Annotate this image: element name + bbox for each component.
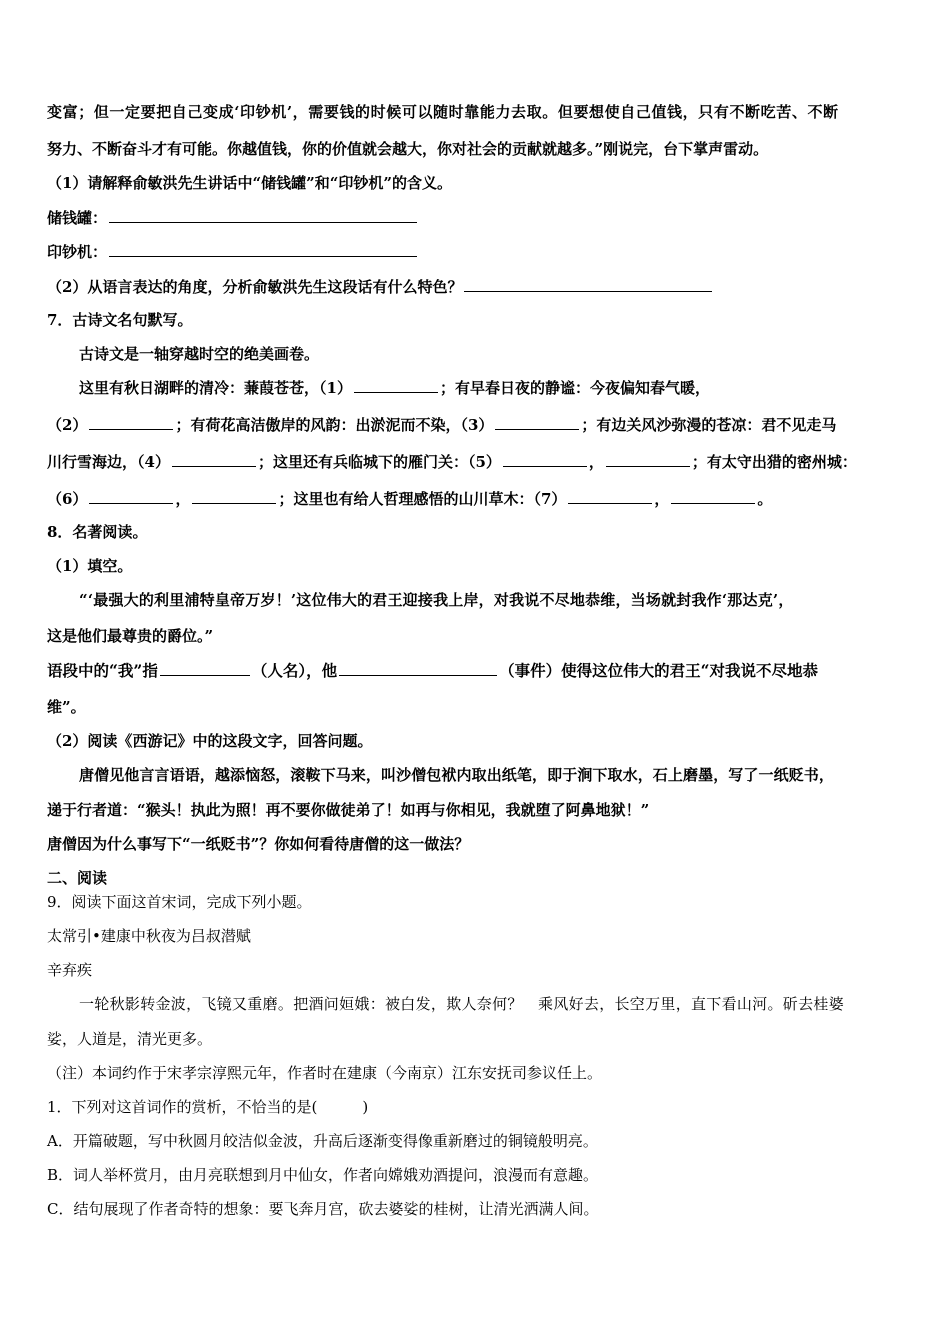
poem-note: （注）本词约作于宋孝宗淳熙元年，作者时在建康（今南京）江东安抚司参议任上。 [47, 1064, 603, 1082]
passage-line-2: 努力、不断奋斗才有可能。你越值钱，你的价值就会越大，你对社会的贡献就越多。”刚说完，台下掌声雷动。 [47, 140, 769, 158]
q7-e4-text: ， [654, 490, 670, 508]
poem-line-2: 娑，人道是，清光更多。 [47, 1030, 213, 1048]
question-8-fill-end: 维”。 [47, 698, 86, 716]
blank-7-7b[interactable] [671, 488, 755, 504]
question-8-2: （2）阅读《西游记》中的这段文字，回答问题。 [47, 732, 373, 750]
answer-line-chuqianguan [47, 207, 912, 228]
poem-author: 辛弃疾 [47, 961, 93, 979]
q7-c1-text: （2） [47, 416, 88, 434]
blank-7-4[interactable] [172, 451, 256, 467]
q7-a-text: 这里有秋日湖畔的清冷：蒹葭苍苍，（1） [79, 379, 352, 397]
answer-blank-6-2[interactable] [464, 276, 712, 292]
blank-7-7a[interactable] [568, 488, 652, 504]
q7-e2-text: ， [175, 490, 191, 508]
answer-line-yinchaoji [47, 241, 912, 262]
question-7-line-d [47, 488, 912, 509]
question-9-title: 9．阅读下面这首宋词，完成下列小题。 [47, 893, 312, 911]
section-2-heading: 二、阅读 [47, 869, 108, 887]
question-7-title: 7．古诗文名句默写。 [47, 311, 193, 329]
blank-8-name[interactable] [160, 660, 250, 676]
blank-7-5b[interactable] [606, 451, 690, 467]
q7-c3-text: ；有边关风沙弥漫的苍凉：君不见走马 [581, 416, 837, 434]
question-8-2-ask: 唐僧因为什么事写下“一纸贬书”？你如何看待唐僧的这一做法？ [47, 835, 470, 853]
q8-fill3-text: （事件）使得这位伟大的君王“对我说不尽地恭 [499, 661, 819, 680]
passage-line-1: 变富；但一定要把自己变成‘印钞机’，需要钱的时候可以随时靠能力去取。但要想使自己值钱，只有不断吃苦、不断 [47, 103, 839, 121]
quote-gulliver-2: 这是他们最尊贵的爵位。” [47, 627, 214, 645]
option-a[interactable]: A．开篇破题，写中秋圆月皎洁似金波，升高后逐渐变得像重新磨过的铜镜般明亮。 [47, 1132, 598, 1150]
option-b[interactable]: B．词人举杯赏月，由月亮联想到月中仙女，作者向嫦娥劝酒提问，浪漫而有意趣。 [47, 1166, 599, 1184]
answer-blank-chuqianguan[interactable] [109, 207, 417, 223]
answer-label-yinchaoji: 印钞机： [47, 243, 108, 261]
blank-8-event[interactable] [339, 660, 497, 676]
answer-blank-yinchaoji[interactable] [109, 241, 417, 257]
question-7-line-a [79, 377, 912, 398]
q7-d4-text: ；有太守出猎的密州城： [691, 453, 857, 471]
question-8-fill [47, 660, 912, 681]
blank-7-6a[interactable] [89, 488, 173, 504]
question-7-intro: 古诗文是一轴穿越时空的绝美画卷。 [79, 345, 320, 363]
question-7-line-b [47, 414, 912, 435]
blank-7-5a[interactable] [503, 451, 587, 467]
q7-d1-text: 川行雪海边，（4） [47, 453, 170, 471]
q7-e5-text: 。 [757, 490, 773, 508]
quote-gulliver-1: “‘最强大的利里浦特皇帝万岁！’这位伟大的君王迎接我上岸，对我说不尽地恭维，当场就封我作‘那达克’， [79, 591, 794, 609]
answer-label-chuqianguan: 储钱罐： [47, 209, 108, 227]
q8-fill1-text: 语段中的“我”指 [47, 661, 158, 680]
question-6-2 [47, 276, 912, 297]
option-c[interactable]: C．结句展现了作者奇特的想象：要飞奔月宫，砍去婆娑的桂树，让清光洒满人间。 [47, 1200, 599, 1218]
xiyouji-passage-1: 唐僧见他言言语语，越添恼怒，滚鞍下马来，叫沙僧包袱内取出纸笔，即于涧下取水，石上磨墨，写了一纸贬书， [79, 766, 835, 784]
q7-d2-text: ；这里还有兵临城下的雁门关：（5） [257, 453, 501, 471]
q7-c2-text: ；有荷花高洁傲岸的风韵：出淤泥而不染，（3） [175, 416, 494, 434]
blank-7-2[interactable] [89, 414, 173, 430]
question-9-1: 1．下列对这首词作的赏析，不恰当的是( ) [47, 1098, 369, 1116]
question-6-2-text: （2）从语言表达的角度，分析俞敏洪先生这段话有什么特色？ [47, 278, 463, 296]
q8-fill2-text: （人名），他 [251, 661, 338, 680]
q7-e3-text: ；这里也有给人哲理感悟的山川草木：（7） [278, 490, 567, 508]
xiyouji-passage-2: 递于行者道：“猴头！执此为照！再不要你做徒弟了！如再与你相见，我就堕了阿鼻地狱！” [47, 801, 650, 819]
blank-7-3[interactable] [495, 414, 579, 430]
question-8-1: （1）填空。 [47, 557, 133, 575]
question-7-line-c [47, 451, 912, 472]
question-8-title: 8．名著阅读。 [47, 523, 148, 541]
q7-d3-text: ， [588, 453, 604, 471]
q7-e1-text: （6） [47, 490, 88, 508]
poem-line-1: 一轮秋影转金波，飞镜又重磨。把酒问姮娥：被白发，欺人奈何？ 乘风好去，长空万里，直下看山河。斫去桂婆 [79, 995, 845, 1013]
q7-b-text: ；有早春日夜的静谧：今夜偏知春气暖， [439, 379, 710, 397]
question-6-1: （1）请解释俞敏洪先生讲话中“储钱罐”和“印钞机”的含义。 [47, 174, 452, 192]
blank-7-6b[interactable] [192, 488, 276, 504]
poem-title: 太常引•建康中秋夜为吕叔潜赋 [47, 927, 251, 945]
blank-7-1[interactable] [354, 377, 438, 393]
